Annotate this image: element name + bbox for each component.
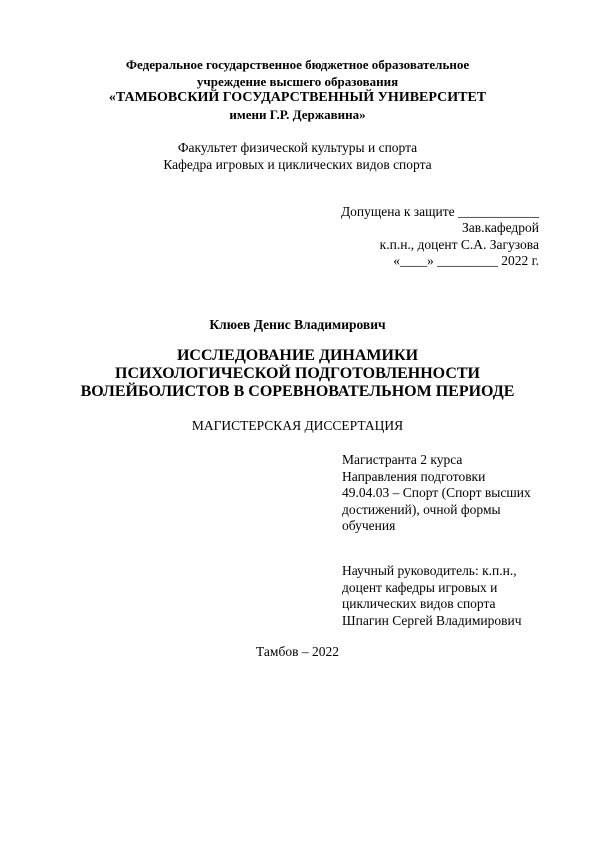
- thesis-title-line-3: ВОЛЕЙБОЛИСТОВ В СОРЕВНОВАТЕЛЬНОМ ПЕРИОДЕ: [80, 383, 515, 400]
- department-name: Кафедра игровых и циклических видов спорта: [163, 157, 432, 172]
- document-type: МАГИСТЕРСКАЯ ДИССЕРТАЦИЯ: [191, 418, 404, 433]
- advisor-info: [342, 563, 552, 629]
- student-info: [342, 452, 552, 535]
- approval-head-name: к.п.н., доцент С.А. Загузова: [379, 237, 539, 252]
- advisor-info-line: Шпагин Сергей Владимирович: [342, 612, 522, 628]
- student-info-line: Направления подготовки: [342, 468, 486, 484]
- student-info-line: достижений), очной формы: [342, 501, 501, 517]
- institution-line-2: учреждение высшего образования: [196, 74, 399, 89]
- approval-admitted: Допущена к защите ____________: [340, 204, 539, 219]
- city-year: Тамбов – 2022: [256, 644, 339, 659]
- thesis-title-line-1: ИССЛЕДОВАНИЕ ДИНАМИКИ: [176, 347, 419, 364]
- approval-head-title: Зав.кафедрой: [461, 220, 539, 235]
- thesis-title-line-2: ПСИХОЛОГИЧЕСКОЙ ПОДГОТОВЛЕННОСТИ: [115, 365, 480, 382]
- institution-line-1: Федеральное государственное бюджетное образовательное: [125, 57, 470, 72]
- advisor-info-line: доцент кафедры игровых и: [342, 579, 498, 595]
- student-info-line: Магистранта 2 курса: [342, 452, 463, 467]
- author-name: Клюев Денис Владимирович: [209, 317, 386, 332]
- faculty-name: Факультет физической культуры и спорта: [177, 140, 418, 155]
- advisor-info-line: циклических видов спорта: [342, 596, 496, 611]
- student-info-line: 49.04.03 – Спорт (Спорт высших: [342, 485, 531, 500]
- approval-date: «____» _________ 2022 г.: [393, 253, 539, 268]
- advisor-info-line: Научный руководитель: к.п.н.,: [342, 563, 517, 578]
- institution-name: «ТАМБОВСКИЙ ГОСУДАРСТВЕННЫЙ УНИВЕРСИТЕТ: [108, 90, 487, 105]
- student-info-line: обучения: [342, 518, 396, 533]
- institution-name-suffix: имени Г.Р. Державина»: [229, 107, 366, 122]
